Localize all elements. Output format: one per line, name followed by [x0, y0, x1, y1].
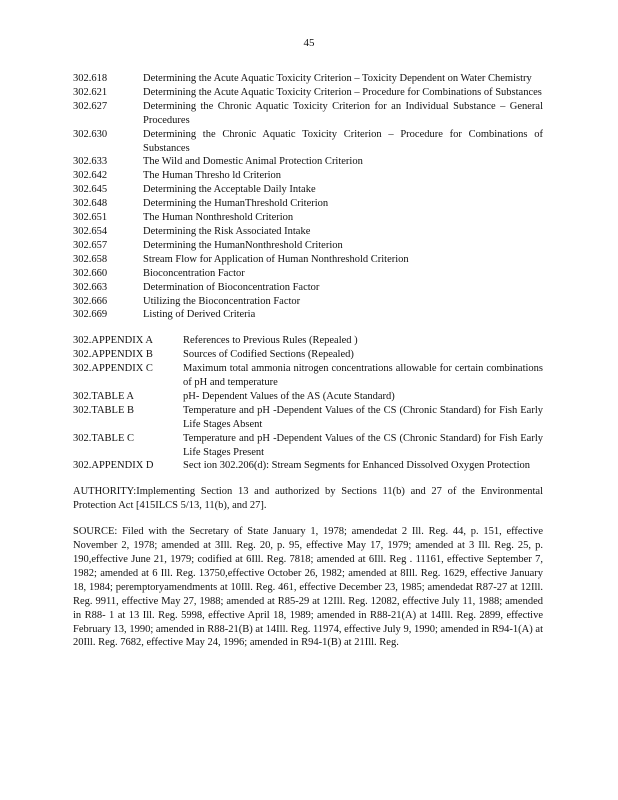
appendix-row — [73, 459, 543, 473]
appendix-label: 302.TABLE C — [73, 432, 134, 444]
section-number: 302.633 — [73, 156, 108, 168]
section-title: Determining the Acute Aquatic Toxicity Criterion – Procedure for Combinations of Substances — [143, 86, 542, 98]
section-row — [73, 72, 543, 86]
section-title: Stream Flow for Application of Human Nonthreshold Criterion — [143, 253, 409, 265]
appendix-title: Temperature and pH -Dependent Values of the CS (Chronic Standard) for Fish Early Life Stages Present — [183, 432, 543, 458]
section-row — [73, 169, 543, 183]
section-row — [73, 253, 543, 267]
section-title: Determining the Acute Aquatic Toxicity Criterion – Toxicity Dependent on Water Chemistry — [143, 73, 532, 84]
section-number: 302.645 — [73, 184, 108, 196]
section-row — [73, 197, 543, 211]
document-body — [73, 72, 543, 650]
section-title: The Wild and Domestic Animal Protection Criterion — [143, 156, 363, 168]
section-title: Determination of Bioconcentration Factor — [143, 281, 320, 293]
authority-paragraph: AUTHORITY:Implementing Section 13 and authorized by Sections 11(b) and 27 of the Environmental Protection Act [415ILCS 5/13, 11(b), and 27]. — [73, 486, 543, 512]
section-title: Listing of Derived Criteria — [143, 309, 256, 321]
section-row — [73, 225, 543, 239]
section-row — [73, 183, 543, 197]
section-title: Determining the Chronic Aquatic Toxicity Criterion for an Individual Substance – General Procedures — [143, 100, 543, 126]
appendix-row — [73, 404, 543, 432]
section-title: Determining the HumanNonthreshold Criterion — [143, 239, 343, 251]
spacer — [73, 473, 543, 485]
appendix-label: 302.APPENDIX C — [73, 363, 153, 375]
appendix-title: pH- Dependent Values of the AS (Acute Standard) — [183, 390, 395, 402]
section-title: The Human Nonthreshold Criterion — [143, 212, 294, 224]
appendix-label: 302.APPENDIX D — [73, 460, 154, 472]
appendix-label: 302.APPENDIX B — [73, 349, 153, 361]
section-number: 302.630 — [73, 128, 108, 140]
page-number: 45 — [303, 37, 315, 49]
appendix-title: Sources of Codified Sections (Repealed) — [183, 349, 354, 361]
appendix-label: 302.TABLE B — [73, 404, 134, 416]
appendix-label: 302.APPENDIX A — [73, 335, 153, 347]
section-row — [73, 281, 543, 295]
section-number: 302.621 — [73, 86, 108, 98]
section-row — [73, 295, 543, 309]
section-number: 302.642 — [73, 170, 108, 182]
section-number: 302.666 — [73, 295, 108, 307]
source-paragraph: SOURCE: Filed with the Secretary of State January 1, 1978; amendedat 2 Ill. Reg. 44, p. 151, effective November 2, 1978; amended at 3Ill. Reg. 20, p. 95, effective May 17, 1979; amended at 3 Ill. Reg. 25, p. 190,effective June 21, 1979; codified at 6Ill. Reg. 7818; amended at 6Ill. Reg . 11161, effective September 7, 1982; amended at 6 Ill. Reg. 13750,effective October 26, 1982; amended at 8Ill. Reg. 1629, effective January 18, 1984; peremptoryamendments at 10Ill. Reg. 461, effective December 23, 1985; amendedat R87-27 at 12Ill. Reg. 9911, effective May 27, 1988; amended at R85-29 at 12Ill. Reg. 12082, effective July 11, 1988; amended in R88- 1 at 13 Ill. Reg. 5998, effective April 18, 1989; amended in R88-21(A) at 14Ill. Reg. 2899, effective February 13, 1990; amended in R88-21(B) at 14Ill. Reg. 11974, effective July 9, 1990; amended in R94-1(A) at 20Ill. Reg. 7682, effective May 24, 1996; amended in R94-1(B) at 21Ill. Reg. — [73, 526, 543, 649]
section-title: Determining the Chronic Aquatic Toxicity Criterion – Procedure for Combinations of Substances — [143, 128, 543, 154]
section-number: 302.657 — [73, 239, 108, 251]
section-number: 302.627 — [73, 100, 108, 112]
section-number: 302.663 — [73, 281, 108, 293]
appendix-row — [73, 348, 543, 362]
spacer — [73, 322, 543, 334]
appendix-title: Maximum total ammonia nitrogen concentrations allowable for certain combinations of pH and temperature — [183, 363, 543, 389]
section-title: Utilizing the Bioconcentration Factor — [143, 295, 301, 307]
appendix-row — [73, 334, 543, 348]
appendix-label: 302.TABLE A — [73, 390, 134, 402]
section-row — [73, 308, 543, 322]
spacer — [73, 513, 543, 525]
section-number: 302.654 — [73, 225, 108, 237]
section-row — [73, 100, 543, 128]
section-number: 302.651 — [73, 212, 108, 224]
section-title: Determining the HumanThreshold Criterion — [143, 198, 329, 210]
section-number: 302.669 — [73, 309, 108, 321]
section-row — [73, 155, 543, 169]
section-title: Bioconcentration Factor — [143, 267, 245, 279]
appendix-row — [73, 362, 543, 390]
section-number: 302.658 — [73, 253, 108, 265]
section-row — [73, 128, 543, 156]
appendix-title: Temperature and pH -Dependent Values of the CS (Chronic Standard) for Fish Early Life Stages Absent — [183, 404, 543, 430]
section-number: 302.660 — [73, 267, 108, 279]
section-row — [73, 267, 543, 281]
section-number: 302.648 — [73, 198, 108, 210]
appendix-row — [73, 390, 543, 404]
section-title: The Human Thresho ld Criterion — [143, 170, 282, 182]
section-number: 302.618 — [73, 73, 108, 84]
appendix-title: References to Previous Rules (Repealed ) — [183, 335, 358, 347]
section-row — [73, 211, 543, 225]
section-row — [73, 239, 543, 253]
section-title: Determining the Risk Associated Intake — [143, 225, 311, 237]
section-row — [73, 86, 543, 100]
appendix-row — [73, 432, 543, 460]
appendix-title: Sect ion 302.206(d): Stream Segments for Enhanced Dissolved Oxygen Protection — [183, 460, 531, 472]
section-title: Determining the Acceptable Daily Intake — [143, 184, 316, 196]
